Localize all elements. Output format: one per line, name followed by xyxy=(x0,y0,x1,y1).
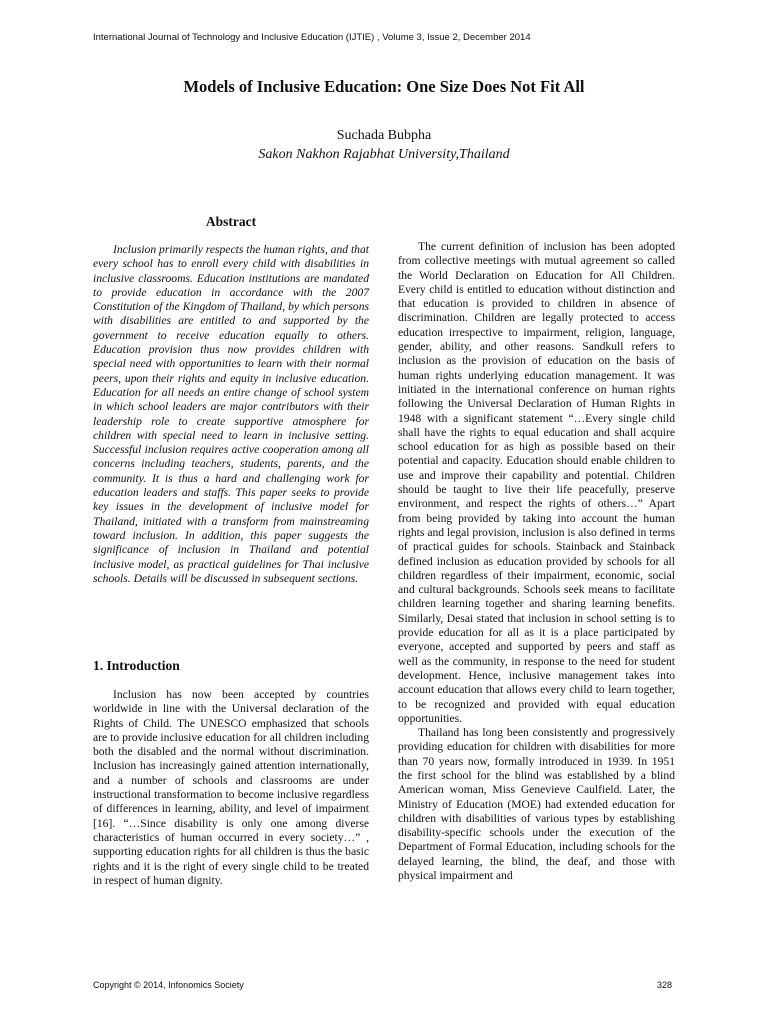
page-number: 328 xyxy=(657,980,673,990)
paper-title: Models of Inclusive Education: One Size Does Not Fit All xyxy=(183,77,585,96)
author-name: Suchada Bubpha xyxy=(336,128,432,143)
introduction-paragraph: Inclusion has now been accepted by countries worldwide in line with the Universal declaration of the Rights of Child. The UNESCO emphasized that schools are to provide inclusive education for all children including both the disabled and the normal without discrimination. Inclusion has increasingly gained attention internationally, and a number of schools and classrooms are under instructional transformation to become inclusive regardless of differences in learning, ability, and level of impairment [16]. “…Since disability is only one among diverse characteristics of human occurred in every society…” , supporting education rights for all children is thus the basic rights and it is the right of every single child to be treated in respect of human dignity. xyxy=(93,688,369,887)
right-column-body xyxy=(398,240,675,883)
abstract-body xyxy=(93,243,369,586)
right-column-paragraph-1: The current definition of inclusion has been adopted from collective meetings with mutual agreement so called the World Declaration on Education for All Children. Every child is entitled to education without distinction and that education is provided to children in absence of discrimination. Children are legally protected to access education irrespective to impairment, religion, language, gender, ability, and other reasons. Sandkull refers to inclusion as the provision of education on the basis of human rights underlying education management. It was initiated in the international conference on human rights following the Universal Declaration of Human Rights in 1948 with a significant statement “…Every single child shall have the rights to equal education and shall acquire school education for as high as possible based on their potential and capacity. Education should enable children to use and improve their capability and potential. Children should be taught to live their life peacefully, preserve environment, and respect the rights of others…” Apart from being provided by taking into account the human rights and legal provision, inclusion is also defined in terms of practical guides for schools. Stainback and Stainback defined inclusion as education provided by schools for all children regardless of their impairment, economic, social and cultural backgrounds. Schools seek means to facilitate children learning together and sharing learning benefits. Similarly, Desai stated that inclusion in school setting is to provide education for all as it is a place participated by everyone, accepted and supported by peers and staff as well as the community, in response to the need for student development. Hence, inclusive management takes into account education that allows every child to learn together, to be recognized and provided with equal education opportunities. xyxy=(398,240,675,725)
author-affiliation: Sakon Nakhon Rajabhat University,Thailand xyxy=(258,147,510,162)
section-heading-introduction: 1. Introduction xyxy=(93,658,180,673)
running-header: International Journal of Technology and Inclusive Education (IJTIE) , Volume 3, Issue 2, December 2014 xyxy=(93,32,531,43)
abstract-paragraph: Inclusion primarily respects the human rights, and that every school has to enroll every child with disabilities in inclusive classrooms. Education institutions are mandated to provide education in accordance with the 2007 Constitution of the Kingdom of Thailand, by which persons with disabilities are entitled to and supported by the government to receive education equally to others. Education provision thus now provides children with special need with opportunities to learn with their normal peers, upon their rights and equity in inclusive education. Education for all needs an entire change of school system in which school leaders are major contributors with their leadership role to create supportive atmosphere for children with special need to learn in inclusive setting. Successful inclusion requires active cooperation among all concerns including teachers, students, parents, and the community. It is thus a hard and challenging work for education leaders and staffs. This paper seeks to provide key issues in the development of inclusive model for Thailand, initiated with a transform from mainstreaming toward inclusion. In addition, this paper suggests the significance of inclusion in Thailand and potential inclusive model, as practical guidelines for Thai inclusive schools. Details will be discussed in subsequent sections. xyxy=(93,243,369,585)
abstract-heading: Abstract xyxy=(205,214,257,229)
introduction-body xyxy=(93,688,369,888)
footer-copyright: Copyright © 2014, Infonomics Society xyxy=(93,980,244,990)
right-column-paragraph-2: Thailand has long been consistently and progressively providing education for children with disabilities for more than 70 years now, formally introduced in 1939. In 1951 the first school for the blind was established by a blind American woman, Miss Genevieve Caulfield. Later, the Ministry of Education (MOE) had extended education for children with disabilities of various types by establishing disability-specific schools under the execution of the Department of Formal Education, including schools for the delayed learning, the blind, the deaf, and those with physical impairment and xyxy=(398,726,675,883)
